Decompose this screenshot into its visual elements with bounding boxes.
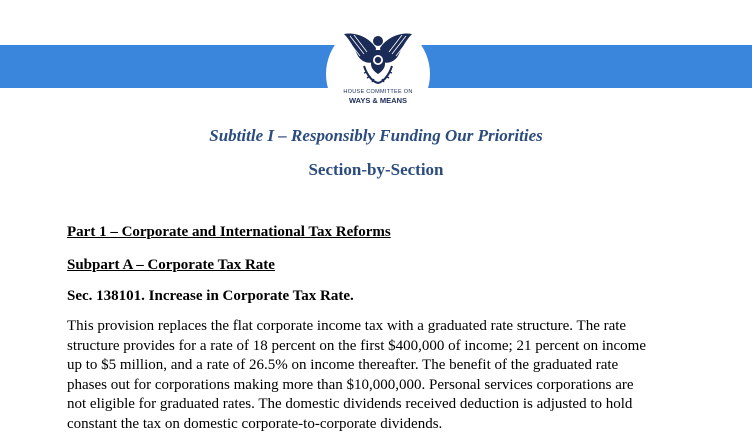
eagle-seal-icon xyxy=(340,26,416,88)
paragraph-line: structure provides for a rate of 18 percent on the first $400,000 of income; 21 percent on income xyxy=(67,337,646,354)
paragraph-line: constant the tax on domestic corporate-to-corporate dividends. xyxy=(67,415,443,432)
document-subtitle: Subtitle I – Responsibly Funding Our Priorities xyxy=(209,126,543,145)
paragraph-line: phases out for corporations making more than $10,000,000. Personal services corporations are xyxy=(67,376,634,393)
paragraph-line: not eligible for graduated rates. The domestic dividends received deduction is adjusted to hold xyxy=(67,396,633,412)
body-paragraph xyxy=(67,317,707,434)
section-heading: Sec. 138101. Increase in Corporate Tax Rate. xyxy=(67,288,354,304)
section-by-section-title: Section-by-Section xyxy=(308,160,444,179)
paragraph-line: This provision replaces the flat corporate income tax with a graduated rate structure. The rate xyxy=(67,318,627,334)
logo-caption-title: WAYS & MEANS xyxy=(348,96,408,105)
part-heading: Part 1 – Corporate and International Tax Reforms xyxy=(67,224,391,240)
logo-caption-small: HOUSE COMMITTEE ON xyxy=(343,89,413,95)
subpart-heading: Subpart A – Corporate Tax Rate xyxy=(67,257,275,273)
paragraph-line: up to $5 million, and a rate of 26.5% on income thereafter. The benefit of the graduated rate xyxy=(67,357,619,373)
